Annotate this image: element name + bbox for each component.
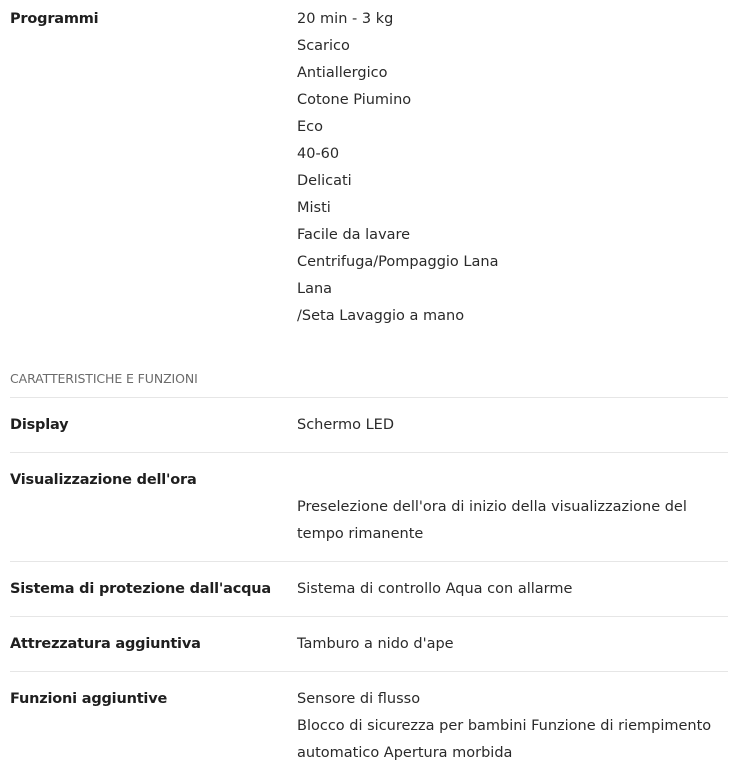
spec-value-display: Schermo LED xyxy=(297,417,395,433)
program-item: Delicati xyxy=(297,173,352,189)
spec-value-protezione: Sistema di controllo Aqua con allarme xyxy=(297,581,573,597)
program-item: 40-60 xyxy=(297,146,340,162)
program-item: Scarico xyxy=(297,38,350,54)
divider xyxy=(10,452,728,453)
program-item: /Seta Lavaggio a mano xyxy=(297,308,465,324)
program-item: Misti xyxy=(297,200,331,216)
spec-value-attrezzatura: Tamburo a nido d'ape xyxy=(297,636,454,652)
spec-values-display xyxy=(297,412,717,439)
program-item: Centrifuga/Pompaggio Lana xyxy=(297,254,499,270)
program-item: Facile da lavare xyxy=(297,227,411,243)
spec-label-attrezzatura: Attrezzatura aggiuntiva xyxy=(10,636,201,652)
spec-label-visualizzazione: Visualizzazione dell'ora xyxy=(10,472,197,488)
spec-label-programmi: Programmi xyxy=(10,11,99,27)
spec-label-display: Display xyxy=(10,417,69,433)
section-title: CARATTERISTICHE E FUNZIONI xyxy=(10,371,198,386)
spec-values-visualizzazione xyxy=(297,494,717,548)
spec-values-attrezzatura xyxy=(297,631,717,658)
divider xyxy=(10,616,728,617)
spec-values-programmi xyxy=(297,6,717,330)
spec-value-funzioni: Blocco di sicurezza per bambini Funzione di riempimento automatico Apertura morbida xyxy=(297,718,712,761)
program-item: Cotone Piumino xyxy=(297,92,412,108)
spec-label-funzioni: Funzioni aggiuntive xyxy=(10,691,168,707)
program-item: 20 min - 3 kg xyxy=(297,11,394,27)
program-item: Lana xyxy=(297,281,333,297)
divider xyxy=(10,397,728,398)
spec-values-funzioni xyxy=(297,686,717,767)
spec-label-protezione: Sistema di protezione dall'acqua xyxy=(10,581,271,597)
divider xyxy=(10,561,728,562)
program-item: Eco xyxy=(297,119,324,135)
spec-values-protezione xyxy=(297,576,717,603)
spec-value-funzioni: Sensore di flusso xyxy=(297,691,421,707)
spec-value-visualizzazione: Preselezione dell'ora di inizio della visualizzazione del tempo rimanente xyxy=(297,499,687,542)
program-item: Antiallergico xyxy=(297,65,388,81)
divider xyxy=(10,671,728,672)
